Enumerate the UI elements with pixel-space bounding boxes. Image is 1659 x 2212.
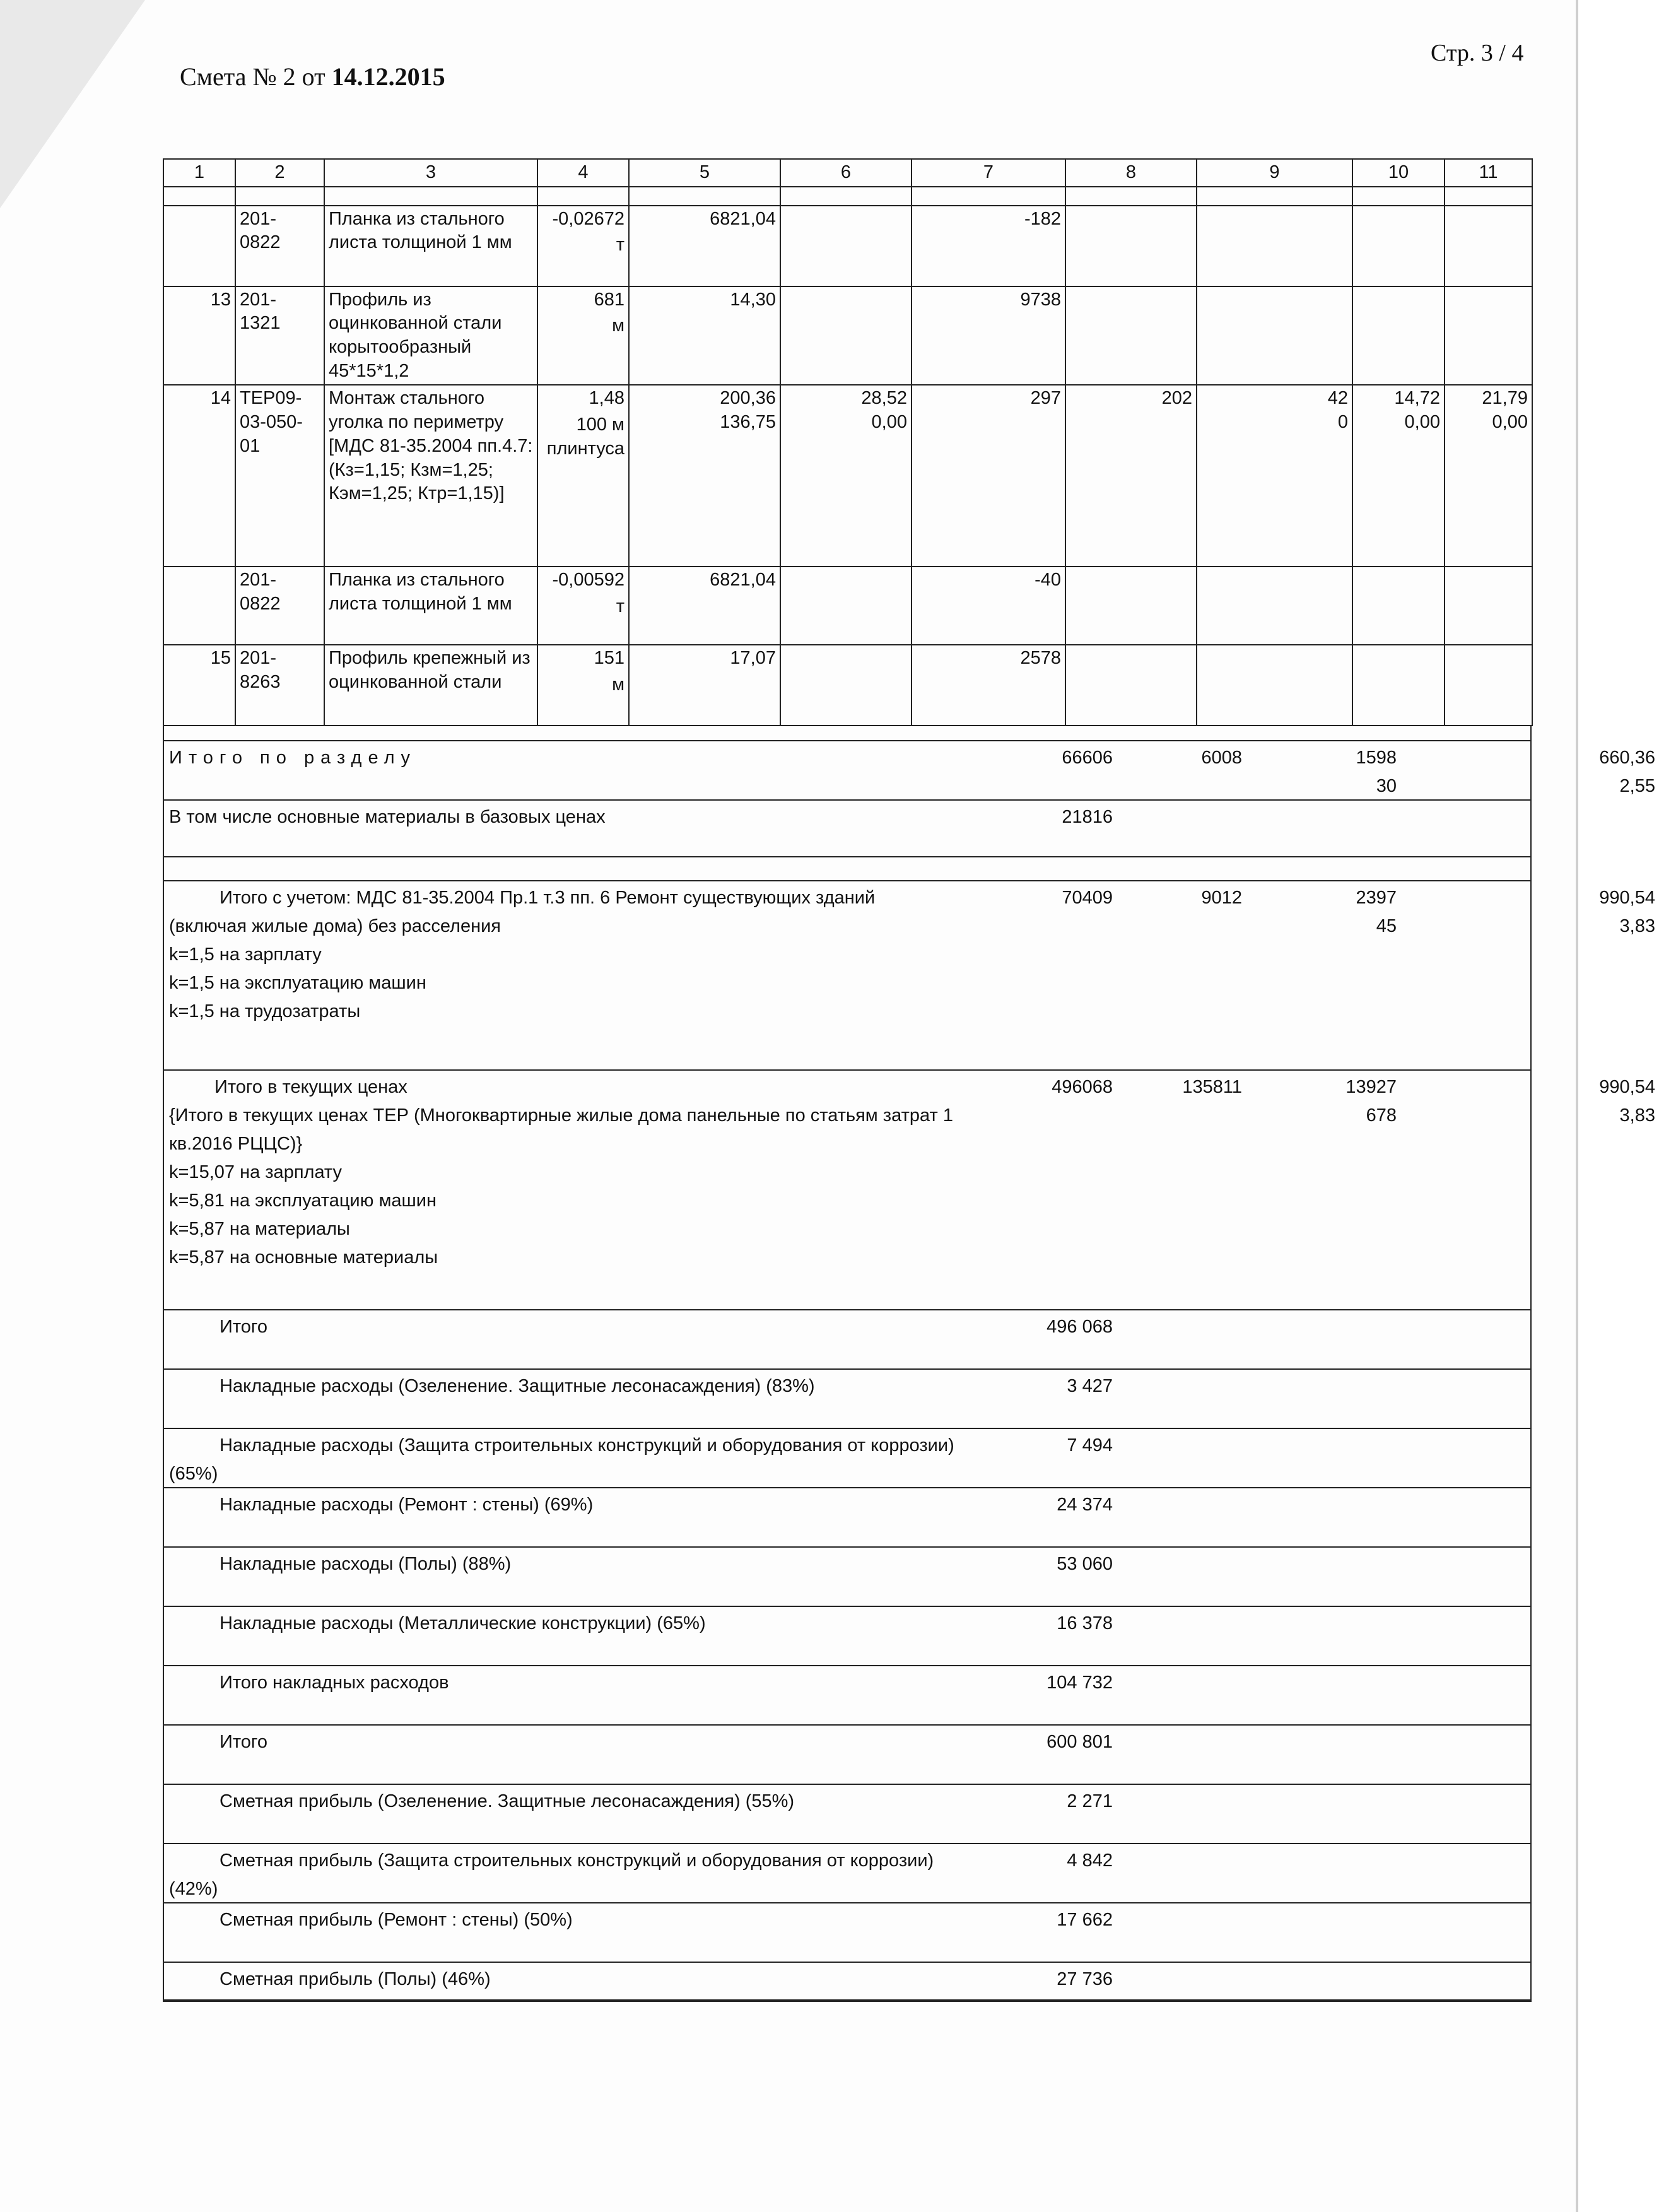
unit-of-measure: м bbox=[612, 674, 624, 695]
summary-block bbox=[163, 726, 1655, 2002]
col-header: 11 bbox=[1445, 159, 1532, 187]
quantity-text: 1,48 bbox=[589, 388, 624, 409]
col-header: 2 bbox=[235, 159, 324, 187]
summary-line bbox=[164, 1844, 1530, 1903]
col5-value-text: 6821,04 bbox=[710, 570, 776, 591]
row-number bbox=[163, 645, 235, 726]
quantity bbox=[537, 385, 629, 567]
summary-line-label: Накладные расходы (Ремонт : стены) (69%) bbox=[220, 1495, 594, 1515]
col-header: 7 bbox=[912, 159, 1065, 187]
summary-line-label: Сметная прибыль (Ремонт : стены) (50%) bbox=[220, 1910, 573, 1931]
summary-line bbox=[164, 1429, 1530, 1488]
col7-value-text: -40 bbox=[1035, 570, 1061, 591]
col6-value-text: 28,52 0,00 bbox=[861, 388, 907, 433]
summary-line-label: Итого bbox=[220, 1732, 267, 1753]
header-spacer-row bbox=[163, 187, 1532, 206]
col7-value-text: 297 bbox=[1030, 388, 1061, 409]
col7-value-text: 9738 bbox=[1020, 289, 1061, 310]
resource-code bbox=[235, 206, 324, 286]
col5-value bbox=[629, 385, 780, 567]
item-rows bbox=[163, 206, 1532, 726]
resource-code bbox=[235, 385, 324, 567]
quantity bbox=[537, 206, 629, 286]
col6-value bbox=[780, 645, 912, 726]
page-number: Стр. 3 / 4 bbox=[1431, 40, 1524, 66]
summary-line-value: 7 494 bbox=[1067, 1435, 1113, 1456]
col6-value bbox=[780, 206, 912, 286]
col7-value bbox=[912, 567, 1065, 645]
col5-value-text: 17,07 bbox=[730, 648, 776, 669]
item-name-text: Монтаж стального уголка по периметру [МДС 81-35.2004 пп.4.7: (Кз=1,15; Кзм=1,25; Кэм=1,25; Ктр=1,15)] bbox=[329, 388, 533, 504]
unit-of-measure: т bbox=[616, 235, 624, 256]
current-total-c11: 990,54 3,83 bbox=[1599, 1077, 1655, 1126]
section-total-c11: 660,36 2,55 bbox=[1599, 748, 1655, 797]
resource-code-text: ТЕР09- 03-050- 01 bbox=[240, 388, 303, 456]
row-number bbox=[163, 206, 235, 286]
row-number-text: 14 bbox=[210, 388, 231, 409]
summary-line-value: 104 732 bbox=[1046, 1673, 1113, 1693]
summary-line bbox=[164, 1488, 1530, 1548]
col8-value bbox=[1065, 206, 1197, 286]
unit-of-measure: м bbox=[612, 315, 624, 336]
summary-line-value: 4 842 bbox=[1067, 1850, 1113, 1871]
resource-code bbox=[235, 645, 324, 726]
summary-line bbox=[164, 1548, 1530, 1607]
materials-row bbox=[164, 801, 1530, 857]
unit-of-measure: 100 м плинтуса bbox=[546, 415, 624, 459]
col9-value bbox=[1197, 645, 1352, 726]
summary-line-label: Сметная прибыль (Полы) (46%) bbox=[220, 1969, 491, 1990]
current-total-sub: {Итого в текущих ценах ТЕР (Многоквартирные жилые дома панельные по статьям затрат 1 кв.2016 РЦЦС)} bbox=[169, 1105, 953, 1155]
item-name-text: Планка из стального листа толщиной 1 мм bbox=[329, 208, 512, 253]
col11-value-text: 21,79 0,00 bbox=[1482, 388, 1528, 433]
summary-spacer bbox=[164, 857, 1530, 881]
section-total-c8: 6008 bbox=[1201, 748, 1242, 768]
summary-line-label: Сметная прибыль (Озеленение. Защитные лесонасаждения) (55%) bbox=[220, 1791, 795, 1812]
col-header: 10 bbox=[1352, 159, 1445, 187]
quantity-text: 151 bbox=[594, 648, 624, 669]
unit-of-measure: т bbox=[616, 596, 624, 617]
summary-line bbox=[164, 1666, 1530, 1726]
summary-line bbox=[164, 1903, 1530, 1963]
estimate-table bbox=[163, 158, 1655, 2002]
table-row bbox=[163, 385, 1532, 567]
col7-value-text: 2578 bbox=[1020, 648, 1061, 669]
title-date: 14.12.2015 bbox=[331, 62, 445, 91]
item-name-text: Профиль крепежный из оцинкованной стали bbox=[329, 648, 531, 693]
col8-value-text: 202 bbox=[1161, 388, 1192, 409]
summary-line-value: 3 427 bbox=[1067, 1376, 1113, 1397]
section-total-row bbox=[164, 741, 1655, 801]
quantity-text: -0,00592 bbox=[552, 570, 624, 591]
row-number bbox=[163, 567, 235, 645]
coef-line: k=15,07 на зарплату bbox=[169, 1162, 343, 1183]
col5-value-text: 14,30 bbox=[730, 289, 776, 310]
summary-line-value: 16 378 bbox=[1057, 1613, 1113, 1634]
current-total-c8: 135811 bbox=[1182, 1077, 1242, 1098]
item-name bbox=[324, 385, 537, 567]
col10-value bbox=[1352, 206, 1445, 286]
col11-value bbox=[1445, 567, 1532, 645]
table-row bbox=[163, 286, 1532, 385]
coef-line: k=1,5 на зарплату bbox=[169, 944, 322, 965]
current-total-row bbox=[164, 1071, 1655, 1310]
col-header: 6 bbox=[780, 159, 912, 187]
summary-line bbox=[164, 1370, 1530, 1429]
section-total-c9: 1598 30 bbox=[1356, 748, 1397, 797]
summary-line-value: 17 662 bbox=[1057, 1910, 1113, 1931]
table-row bbox=[163, 206, 1532, 286]
summary-line-label: Накладные расходы (Полы) (88%) bbox=[220, 1554, 512, 1575]
mds-total-c8: 9012 bbox=[1201, 888, 1242, 909]
estimate-grid bbox=[163, 158, 1533, 726]
row-number bbox=[163, 385, 235, 567]
summary-line bbox=[164, 1726, 1530, 1785]
col5-value bbox=[629, 206, 780, 286]
col6-value bbox=[780, 286, 912, 385]
col9-value-text: 42 0 bbox=[1327, 388, 1348, 433]
col9-value bbox=[1197, 206, 1352, 286]
summary-line-label: Накладные расходы (Защита строительных конструкций и оборудования от коррозии) (65%) bbox=[169, 1435, 954, 1485]
summary-line-label: Накладные расходы (Озеленение. Защитные лесонасаждения) (83%) bbox=[220, 1376, 815, 1397]
col-header: 1 bbox=[163, 159, 235, 187]
col11-value bbox=[1445, 645, 1532, 726]
table-row bbox=[163, 567, 1532, 645]
section-total-c7: 66606 bbox=[1062, 748, 1113, 768]
summary-line bbox=[164, 1785, 1530, 1844]
item-name bbox=[324, 286, 537, 385]
col6-value bbox=[780, 385, 912, 567]
resource-code-text: 201- 8263 bbox=[240, 648, 281, 693]
col-header: 5 bbox=[629, 159, 780, 187]
quantity bbox=[537, 286, 629, 385]
row-number bbox=[163, 286, 235, 385]
col11-value bbox=[1445, 385, 1532, 567]
col7-value bbox=[912, 385, 1065, 567]
quantity bbox=[537, 567, 629, 645]
col7-value bbox=[912, 286, 1065, 385]
col-header: 9 bbox=[1197, 159, 1352, 187]
col9-value bbox=[1197, 286, 1352, 385]
coef-line: k=1,5 на трудозатраты bbox=[169, 1001, 361, 1022]
resource-code-text: 201- 1321 bbox=[240, 289, 281, 334]
col10-value bbox=[1352, 645, 1445, 726]
summary-line-label: Сметная прибыль (Защита строительных конструкций и оборудования от коррозии) (42%) bbox=[169, 1850, 934, 1900]
summary-spacer bbox=[164, 726, 1530, 741]
section-total-label: Итого по разделу bbox=[169, 748, 417, 768]
resource-code bbox=[235, 286, 324, 385]
row-number-text: 15 bbox=[210, 648, 231, 669]
col-header: 4 bbox=[537, 159, 629, 187]
summary-line-label: Итого bbox=[220, 1317, 267, 1338]
quantity-text: -0,02672 bbox=[552, 208, 624, 229]
current-total-c7: 496068 bbox=[1052, 1077, 1113, 1098]
col6-value bbox=[780, 567, 912, 645]
coef-line: k=1,5 на эксплуатацию машин bbox=[169, 973, 426, 994]
summary-line-value: 24 374 bbox=[1057, 1495, 1113, 1515]
quantity bbox=[537, 645, 629, 726]
col7-value-text: -182 bbox=[1024, 208, 1061, 229]
quantity-text: 681 bbox=[594, 289, 624, 310]
col5-value bbox=[629, 286, 780, 385]
resource-code bbox=[235, 567, 324, 645]
current-total-c9: 13927 678 bbox=[1345, 1077, 1397, 1126]
col8-value bbox=[1065, 645, 1197, 726]
item-name-text: Профиль из оцинкованной стали корытообразный 45*15*1,2 bbox=[329, 289, 502, 381]
summary-line-value: 2 271 bbox=[1067, 1791, 1113, 1812]
item-name-text: Планка из стального листа толщиной 1 мм bbox=[329, 570, 512, 615]
col-header: 8 bbox=[1065, 159, 1197, 187]
summary-line bbox=[164, 1607, 1530, 1666]
col7-value bbox=[912, 645, 1065, 726]
col8-value bbox=[1065, 385, 1197, 567]
col7-value bbox=[912, 206, 1065, 286]
col11-value bbox=[1445, 286, 1532, 385]
summary-line-value: 600 801 bbox=[1046, 1732, 1113, 1753]
summary-line-value: 496 068 bbox=[1046, 1317, 1113, 1338]
row-number-text: 13 bbox=[210, 289, 231, 310]
coef-line: k=5,87 на основные материалы bbox=[169, 1247, 438, 1268]
summary-line bbox=[164, 1310, 1530, 1370]
mds-total-label: Итого с учетом: МДС 81-35.2004 Пр.1 т.3 пп. 6 Ремонт существующих зданий (включая жилые дома) без расселения bbox=[169, 888, 876, 937]
mds-total-c7: 70409 bbox=[1062, 888, 1113, 909]
title-prefix: Смета № 2 от bbox=[180, 62, 332, 91]
folded-corner bbox=[0, 0, 145, 208]
item-name bbox=[324, 567, 537, 645]
col10-value-text: 14,72 0,00 bbox=[1394, 388, 1440, 433]
col9-value bbox=[1197, 385, 1352, 567]
materials-label: В том числе основные материалы в базовых ценах bbox=[169, 807, 606, 828]
col8-value bbox=[1065, 567, 1197, 645]
summary-line-value: 27 736 bbox=[1057, 1969, 1113, 1990]
document-title bbox=[180, 62, 445, 91]
col10-value bbox=[1352, 567, 1445, 645]
col5-value bbox=[629, 645, 780, 726]
table-row bbox=[163, 645, 1532, 726]
col-header: 3 bbox=[324, 159, 537, 187]
col9-value bbox=[1197, 567, 1352, 645]
summary-line-value: 53 060 bbox=[1057, 1554, 1113, 1575]
col8-value bbox=[1065, 286, 1197, 385]
mds-total-c9: 2397 45 bbox=[1356, 888, 1397, 937]
current-total-label: Итого в текущих ценах bbox=[214, 1077, 407, 1098]
col10-value bbox=[1352, 286, 1445, 385]
coef-line: k=5,87 на материалы bbox=[169, 1219, 350, 1240]
item-name bbox=[324, 206, 537, 286]
col5-value-text: 6821,04 bbox=[710, 208, 776, 229]
mds-total-c11: 990,54 3,83 bbox=[1599, 888, 1655, 937]
col5-value bbox=[629, 567, 780, 645]
summary-line-label: Итого накладных расходов bbox=[220, 1673, 449, 1693]
summary-line bbox=[164, 1963, 1530, 2001]
col11-value bbox=[1445, 206, 1532, 286]
mds-total-row bbox=[164, 881, 1655, 1071]
col5-value-text: 200,36 136,75 bbox=[720, 388, 776, 433]
col10-value bbox=[1352, 385, 1445, 567]
resource-code-text: 201- 0822 bbox=[240, 570, 281, 615]
summary-line-label: Накладные расходы (Металлические конструкции) (65%) bbox=[220, 1613, 706, 1634]
column-number-header bbox=[163, 159, 1532, 187]
materials-c7: 21816 bbox=[1062, 807, 1113, 828]
coef-line: k=5,81 на эксплуатацию машин bbox=[169, 1191, 437, 1211]
resource-code-text: 201- 0822 bbox=[240, 208, 281, 253]
summary-lines bbox=[164, 1310, 1530, 2001]
item-name bbox=[324, 645, 537, 726]
